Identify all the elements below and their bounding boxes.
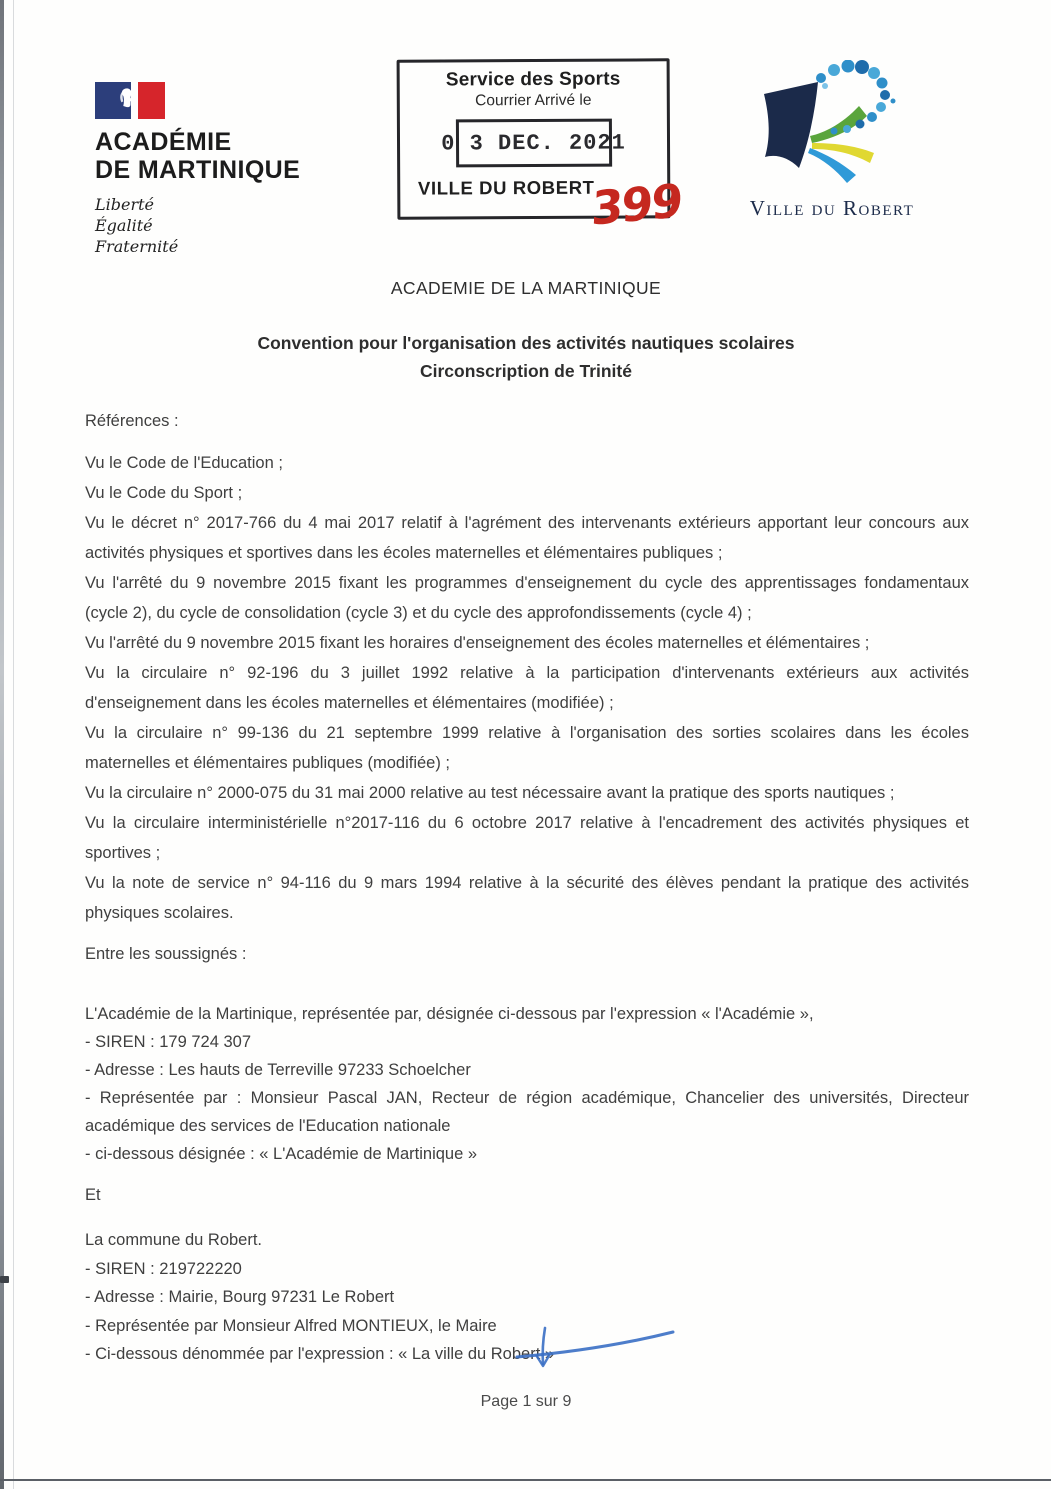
party-commune-designation: - Ci-dessous dénommée par l'expression : « La ville du Robert » (85, 1345, 555, 1363)
city-logo-caption: Ville du Robert (749, 196, 915, 220)
reference-item: Vu l'arrêté du 9 novembre 2015 fixant les programmes d'enseignement du cycle des apprentissages fondamentaux (cycle 2), du cycle de consolidation (cycle 3) et du cycle des approfondissements (cycle 4) ; (85, 574, 969, 622)
reference-item: Vu le décret n° 2017-766 du 4 mai 2017 relatif à l'agrément des intervenants extérieurs apportant leur concours aux activités physiques et sportives dans les écoles maternelles et élémentaires publiques ; (85, 514, 969, 562)
marianne-profile-icon (115, 86, 137, 115)
ville-du-robert-logo (726, 60, 938, 221)
stamp-service-name: Service des Sports (445, 68, 621, 91)
stamp-city-name: VILLE DU ROBERT (417, 176, 595, 199)
reference-item: Vu le Code de l'Education ; (85, 454, 283, 472)
stamp-date: 0 3 DEC. 2021 (441, 130, 626, 156)
republic-motto (95, 194, 355, 257)
reference-item: Vu la note de service n° 94-116 du 9 mars 1994 relative à la sécurité des élèves pendant la pratique des activités physiques scolaires. (85, 874, 969, 922)
mail-arrival-stamp (397, 58, 683, 236)
motto-egalite: Égalité (95, 216, 153, 235)
stamp-date-box (441, 119, 626, 168)
reference-item: Vu la circulaire interministérielle n°2017-116 du 6 octobre 2017 relative à l'encadrement des activités physiques et sportives ; (85, 814, 969, 862)
reference-item: Vu le Code du Sport ; (85, 484, 243, 502)
ville-du-robert-sail-icon (726, 60, 938, 190)
party-academy-intro: L'Académie de la Martinique, représentée par, désignée ci-dessous par l'expression « l'Académie », (85, 1005, 814, 1023)
party-academy-address: - Adresse : Les hauts de Terreville 97233 Schoelcher (85, 1061, 471, 1079)
stamp-arrival-label: Courrier Arrivé le (475, 91, 592, 110)
party-academy-designation: - ci-dessous désignée : « L'Académie de Martinique » (85, 1145, 478, 1163)
document-title: Convention pour l'organisation des activités nautiques scolaires (257, 333, 795, 353)
party-commune-address: - Adresse : Mairie, Bourg 97231 Le Robert (85, 1288, 395, 1306)
academy-title-line1: ACADÉMIE (95, 128, 232, 156)
motto-fraternite: Fraternité (95, 237, 179, 256)
party-commune-intro: La commune du Robert. (85, 1231, 263, 1249)
scan-blotch (0, 1276, 9, 1283)
party-commune-siren: - SIREN : 219722220 (85, 1259, 242, 1278)
page-number: Page 1 sur 9 (480, 1393, 572, 1410)
parties-connector: Et (85, 1186, 101, 1204)
scan-edge-artifact (0, 0, 4, 1489)
reference-item: Vu l'arrêté du 9 novembre 2015 fixant les horaires d'enseignement des écoles maternelles et élémentaires ; (85, 634, 870, 652)
french-republic-flag-icon (95, 82, 165, 119)
references-label: Références : (85, 412, 179, 430)
scan-fold-line (13, 0, 14, 1489)
reference-item: Vu la circulaire n° 2000-075 du 31 mai 2000 relative au test nécessaire avant la pratique des sports nautiques ; (85, 784, 895, 802)
scan-bottom-edge (0, 1479, 1051, 1481)
motto-liberte: Liberté (95, 195, 154, 214)
handwritten-registration-number: 399 (590, 173, 683, 236)
pen-mark-icon (505, 1320, 680, 1375)
reference-item: Vu la circulaire n° 92-196 du 3 juillet 1992 relative à la participation d'intervenants extérieurs aux activités d'enseignement dans les écoles maternelles et élémentaires (modifiée) ; (85, 664, 969, 712)
party-academy-siren: - SIREN : 179 724 307 (85, 1033, 252, 1051)
parties-intro: Entre les soussignés : (85, 945, 247, 963)
academy-title-line2: DE MARTINIQUE (95, 156, 301, 184)
party-commune-representative: - Représentée par Monsieur Alfred MONTIEUX, le Maire (85, 1316, 497, 1335)
academy-logo-block (95, 82, 355, 257)
document-organization-title: ACADEMIE DE LA MARTINIQUE (390, 278, 662, 298)
party-academy-representative: - Représentée par : Monsieur Pascal JAN, Recteur de région académique, Chancelier des universités, Directeur académique des services de l'Education nationale (85, 1089, 969, 1135)
references-list (85, 448, 969, 928)
document-subtitle: Circonscription de Trinité (420, 361, 632, 381)
party-academy (85, 1000, 969, 1168)
reference-item: Vu la circulaire n° 99-136 du 21 septembre 1999 relative à l'organisation des sorties scolaires dans les écoles maternelles et élémentaires publiques (modifiée) ; (85, 724, 969, 772)
